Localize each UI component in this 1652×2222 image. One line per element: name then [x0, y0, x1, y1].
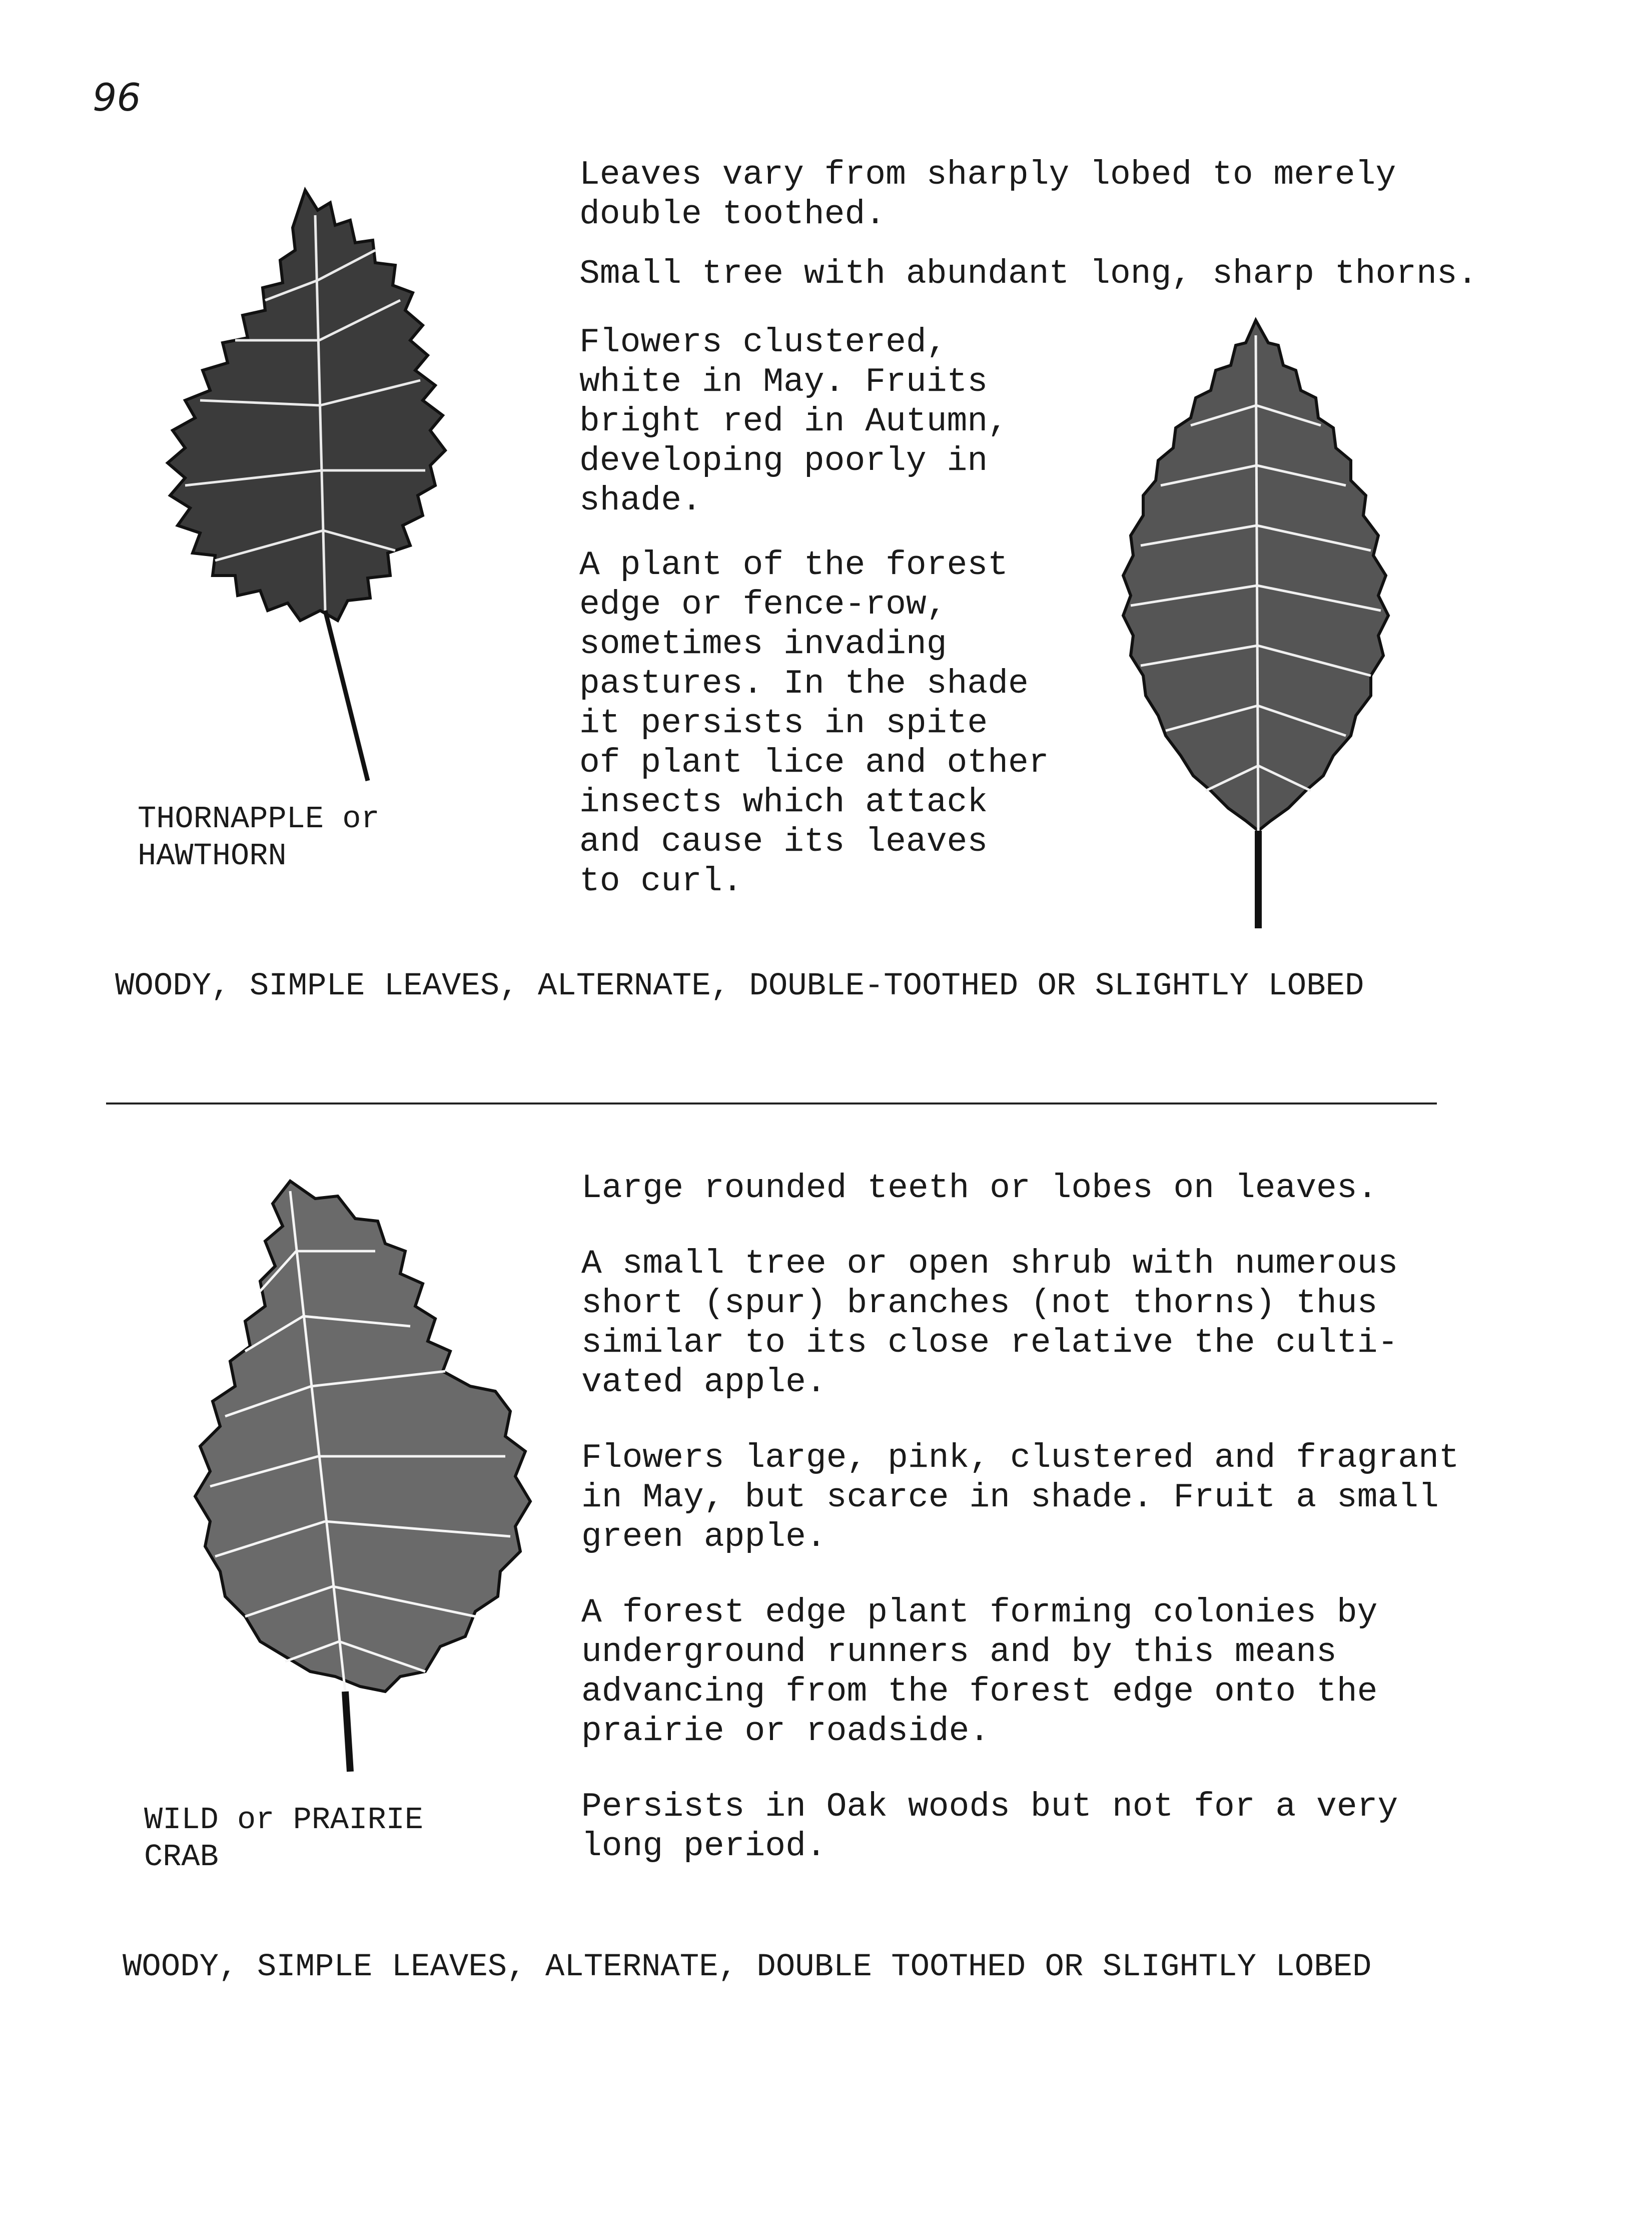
page-number: 96 [93, 75, 141, 120]
section1-text-narrow [579, 323, 1080, 901]
section1-text [579, 155, 1490, 294]
hawthorn-oval-leaf-illustration [1086, 315, 1426, 941]
section2-paragraph-4: A forest edge plant forming colonies by underground runners and by this means advancing from the forest edge onto the prairie or roadside. [581, 1593, 1378, 1751]
crab-apple-leaf-illustration [165, 1176, 555, 1777]
section2-text [581, 1169, 1532, 1866]
section2-paragraph-1: Large rounded teeth or lobes on leaves. [581, 1169, 1378, 1208]
hawthorn-caption: THORNAPPLE or HAWTHORN [138, 801, 380, 874]
section2-paragraph-2: A small tree or open shrub with numerous short (spur) branches (not thorns) thus similar to its close relative the culti- vated apple. [581, 1245, 1398, 1402]
section1-footer: WOODY, SIMPLE LEAVES, ALTERNATE, DOUBLE-TOOTHED OR SLIGHTLY LOBED [115, 968, 1364, 1004]
hawthorn-leaf-illustration [115, 180, 545, 796]
section2-paragraph-3: Flowers large, pink, clustered and fragrant in May, but scarce in shade. Fruit a small green apple. [581, 1439, 1459, 1556]
section2-footer: WOODY, SIMPLE LEAVES, ALTERNATE, DOUBLE TOOTHED OR SLIGHTLY LOBED [123, 1949, 1372, 1985]
section2-paragraph-5: Persists in Oak woods but not for a very long period. [581, 1788, 1398, 1866]
section1-paragraph-4: A plant of the forest edge or fence-row, sometimes invading pastures. In the shade it persists in spite of plant lice and other insects which attack and cause its leaves to curl. [579, 546, 1049, 901]
crab-caption: WILD or PRAIRIE CRAB [144, 1802, 424, 1875]
section1-paragraph-3: Flowers clustered, white in May. Fruits bright red in Autumn, developing poorly in shade. [579, 323, 1008, 520]
section-divider [106, 1102, 1437, 1104]
section1-paragraph-2: Small tree with abundant long, sharp thorns. [579, 255, 1478, 293]
section1-paragraph-1: Leaves vary from sharply lobed to merely double toothed. [579, 156, 1396, 234]
